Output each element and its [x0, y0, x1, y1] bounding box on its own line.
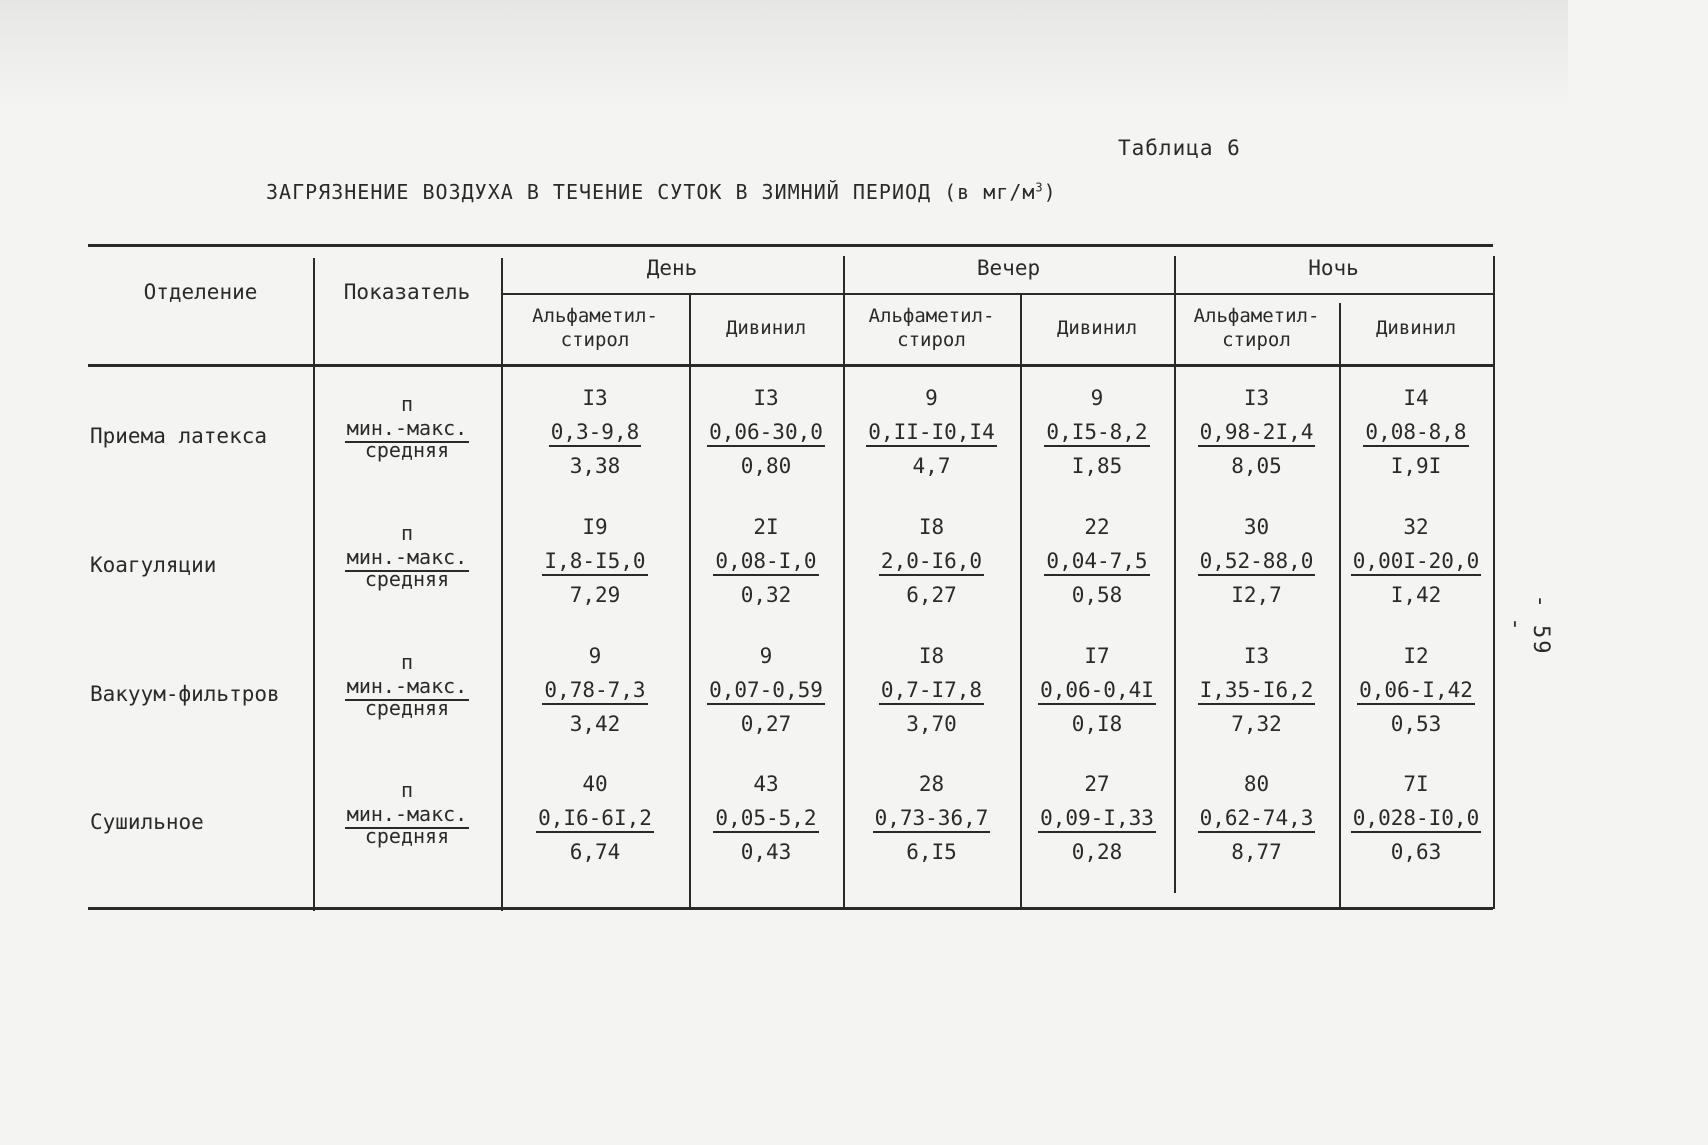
title-text: ЗАГРЯЗНЕНИЕ ВОЗДУХА В ТЕЧЕНИЕ СУТОК В ЗИМНИЙ ПЕРИОД (в мг/м — [266, 180, 1036, 204]
value-range — [1339, 806, 1493, 833]
indicator-minmax-text: мин.-макс. — [345, 674, 469, 701]
value-range-text: 0,05-5,2 — [713, 806, 818, 833]
value-range — [1339, 678, 1493, 705]
rule-period — [501, 293, 1493, 295]
value-mean: 0,27 — [740, 712, 792, 736]
value-range-text: 0,7-I7,8 — [879, 678, 984, 705]
value-range-text: I,8-I5,0 — [542, 549, 647, 576]
value-n: 9 — [759, 644, 773, 668]
value-range-text: 0,00I-20,0 — [1351, 549, 1481, 576]
value-range — [1174, 678, 1339, 705]
value-n: 22 — [1084, 515, 1110, 539]
value-range — [843, 678, 1020, 705]
value-range — [1174, 420, 1339, 447]
value-range-text: 0,78-7,3 — [542, 678, 647, 705]
value-mean: 6,74 — [569, 840, 621, 864]
indicator-minmax-text: мин.-макс. — [345, 416, 469, 443]
value-range — [501, 678, 689, 705]
indicator-mean: средняя — [364, 824, 450, 848]
previous-page-bleed — [0, 0, 1568, 110]
header-day: День — [646, 256, 698, 280]
value-range — [843, 420, 1020, 447]
value-n: I7 — [1084, 644, 1110, 668]
table-number: Таблица 6 — [1118, 136, 1241, 160]
value-mean: 0,53 — [1390, 712, 1442, 736]
indicator-mean: средняя — [364, 567, 450, 591]
value-range-text: 0,52-88,0 — [1198, 549, 1316, 576]
value-range — [843, 549, 1020, 576]
value-range — [689, 420, 843, 447]
value-mean: 0,I8 — [1071, 712, 1123, 736]
rule-header — [88, 364, 1493, 367]
value-range — [1020, 806, 1174, 833]
value-range-text: 0,I6-6I,2 — [536, 806, 654, 833]
value-mean: 6,27 — [906, 583, 957, 607]
department-name: Коагуляции — [90, 553, 217, 577]
value-range — [501, 420, 689, 447]
value-n: 9 — [1090, 386, 1104, 410]
value-mean: I,9I — [1390, 454, 1442, 478]
value-n: I3 — [753, 386, 779, 410]
value-n: 2I — [753, 515, 779, 539]
header-divinyl: Дивинил — [725, 317, 807, 339]
value-range — [689, 678, 843, 705]
value-mean: 7,29 — [569, 583, 621, 607]
value-mean: 6,I5 — [906, 840, 957, 864]
value-n: I3 — [1243, 644, 1270, 668]
value-range-text: 0,73-36,7 — [873, 806, 991, 833]
value-n: I9 — [582, 515, 608, 539]
value-n: 32 — [1403, 515, 1429, 539]
header-evening: Вечер — [976, 256, 1041, 280]
value-range — [1020, 549, 1174, 576]
value-range-text: 0,09-I,33 — [1038, 806, 1156, 833]
value-range — [1174, 549, 1339, 576]
value-n: 28 — [918, 772, 945, 796]
value-n: 7I — [1403, 772, 1429, 796]
header-department: Отделение — [143, 280, 258, 304]
header-divinyl: Дивинил — [1375, 317, 1457, 339]
rule-top — [88, 244, 1493, 247]
value-range — [501, 549, 689, 576]
value-range-text: 0,62-74,3 — [1198, 806, 1316, 833]
value-mean: 3,70 — [906, 712, 957, 736]
value-range-text: 0,06-30,0 — [707, 420, 825, 447]
header-alphamethylstyrene-line: стирол — [897, 329, 966, 351]
header-alphamethylstyrene-line: Альфаметил- — [532, 305, 658, 327]
indicator-n: п — [400, 778, 414, 802]
value-range-text: 0,3-9,8 — [549, 420, 642, 447]
value-range — [1339, 420, 1493, 447]
indicator-mean: средняя — [364, 438, 450, 462]
value-mean: I,42 — [1390, 583, 1442, 607]
value-mean: 8,77 — [1231, 840, 1282, 864]
value-mean: 0,28 — [1071, 840, 1123, 864]
page-number: - 59 - — [1503, 594, 1553, 656]
value-n: 40 — [582, 772, 608, 796]
value-range — [689, 549, 843, 576]
value-range-text: 2,0-I6,0 — [879, 549, 984, 576]
value-mean: 7,32 — [1231, 712, 1282, 736]
header-divinyl: Дивинил — [1056, 317, 1138, 339]
rule-bottom — [88, 907, 1493, 910]
title-superscript: 3 — [1035, 180, 1044, 195]
value-range — [689, 806, 843, 833]
value-range-text: 0,98-2I,4 — [1198, 420, 1316, 447]
value-mean: 0,63 — [1390, 840, 1442, 864]
header-alphamethylstyrene-line: стирол — [1222, 329, 1291, 351]
value-range-text: 0,08-8,8 — [1363, 420, 1468, 447]
value-mean: I2,7 — [1231, 583, 1282, 607]
value-range — [1174, 806, 1339, 833]
value-mean: 0,58 — [1071, 583, 1123, 607]
value-range-text: 0,07-0,59 — [707, 678, 825, 705]
value-range-text: 0,04-7,5 — [1044, 549, 1149, 576]
value-range-text: 0,II-I0,I4 — [866, 420, 996, 447]
header-alphamethylstyrene — [501, 304, 689, 352]
indicator-n: п — [400, 521, 414, 545]
value-range-text: I,35-I6,2 — [1198, 678, 1316, 705]
value-n: 9 — [925, 386, 938, 410]
value-mean: 0,43 — [740, 840, 792, 864]
indicator-mean: средняя — [364, 696, 450, 720]
value-range-text: 0,06-I,42 — [1357, 678, 1475, 705]
value-range-text: 0,06-0,4I — [1038, 678, 1156, 705]
table-title — [266, 180, 1057, 204]
value-n: 30 — [1243, 515, 1270, 539]
value-n: I2 — [1403, 644, 1429, 668]
value-mean: 0,32 — [740, 583, 792, 607]
value-range-text: 0,I5-8,2 — [1044, 420, 1149, 447]
header-alphamethylstyrene — [1174, 304, 1339, 352]
value-range — [1020, 420, 1174, 447]
header-alphamethylstyrene — [843, 304, 1020, 352]
header-alphamethylstyrene-line: стирол — [560, 329, 630, 351]
value-range-text: 0,08-I,0 — [713, 549, 818, 576]
department-name: Вакуум-фильтров — [90, 682, 280, 706]
value-mean: 0,80 — [740, 454, 792, 478]
indicator-n: п — [400, 392, 414, 416]
value-mean: 3,38 — [569, 454, 621, 478]
header-night: Ночь — [1308, 256, 1359, 280]
header-indicator: Показатель — [343, 280, 471, 304]
value-mean: I,85 — [1071, 454, 1123, 478]
value-mean: 8,05 — [1231, 454, 1282, 478]
value-n: 43 — [753, 772, 779, 796]
value-range — [843, 806, 1020, 833]
indicator-minmax-text: мин.-макс. — [345, 802, 469, 829]
indicator-minmax-text: мин.-макс. — [345, 545, 469, 572]
value-n: 27 — [1084, 772, 1110, 796]
value-n: I8 — [918, 644, 945, 668]
value-range — [1339, 549, 1493, 576]
value-mean: 3,42 — [569, 712, 621, 736]
value-range-text: 0,028-I0,0 — [1351, 806, 1481, 833]
department-name: Приема латекса — [90, 424, 268, 448]
header-alphamethylstyrene-line: Альфаметил- — [1193, 305, 1320, 327]
value-mean: 4,7 — [912, 454, 951, 478]
value-n: I4 — [1403, 386, 1429, 410]
value-n: 80 — [1243, 772, 1270, 796]
title-close: ) — [1043, 180, 1057, 204]
value-n: 9 — [588, 644, 602, 668]
department-name: Сушильное — [90, 810, 204, 834]
value-n: I3 — [582, 386, 608, 410]
vrule-right — [1493, 256, 1495, 909]
value-n: I3 — [1243, 386, 1270, 410]
value-range — [501, 806, 689, 833]
header-alphamethylstyrene-line: Альфаметил- — [868, 305, 995, 327]
value-range — [1020, 678, 1174, 705]
value-n: I8 — [918, 515, 945, 539]
indicator-n: п — [400, 650, 414, 674]
